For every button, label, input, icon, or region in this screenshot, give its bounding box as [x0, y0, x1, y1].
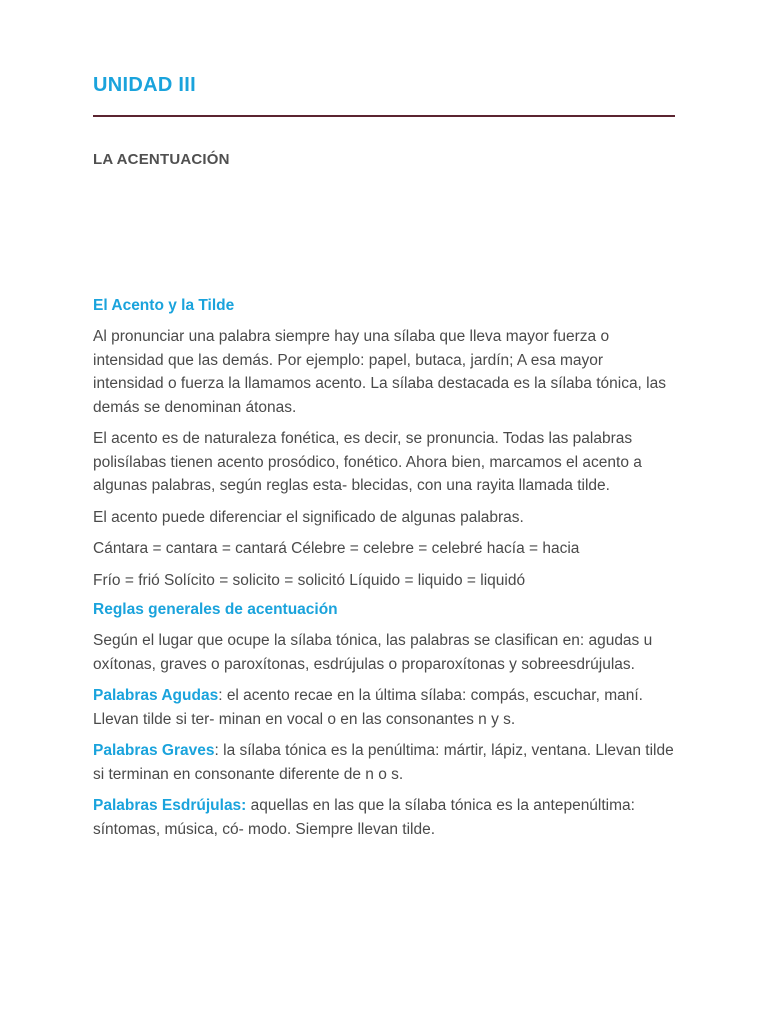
paragraph-acento-naturaleza: El acento es de naturaleza fonética, es decir, se pronuncia. Todas las palabras polisílabas tienen acento prosódico, fonético. Ahora bien, marcamos el acento a algunas palabras, según reglas esta- blecidas, con una rayita llamada tilde.	[93, 430, 642, 494]
text-palabras-esdrujulas: aquellas en las que la sílaba tónica es la antepenúltima: síntomas, música, có- modo. Siempre llevan tilde.	[93, 797, 635, 838]
text-palabras-graves: : la sílaba tónica es la penúltima: mártir, lápiz, ventana. Llevan tilde si terminan en consonante diferente de n o s.	[93, 742, 674, 783]
paragraph-palabras-agudas	[93, 684, 675, 731]
section-title: LA ACENTUACIÓN	[93, 151, 230, 168]
document-body	[93, 296, 675, 849]
paragraph-ejemplos-2: Frío = frió Solícito = solicito = solicitó Líquido = liquido = liquidó	[93, 571, 526, 589]
paragraph-acento-significado: El acento puede diferenciar el significado de algunas palabras.	[93, 508, 524, 526]
term-palabras-graves: Palabras Graves	[93, 742, 215, 759]
paragraph-ejemplos-1: Cántara = cantara = cantará Célebre = celebre = celebré hacía = hacia	[93, 540, 580, 557]
heading-acento-tilde: El Acento y la Tilde	[93, 297, 235, 314]
text-palabras-agudas: : el acento recae en la última sílaba: compás, escuchar, maní. Llevan tilde si ter- minan en vocal o en las consonantes n y s.	[93, 687, 643, 728]
heading-reglas-generales: Reglas generales de acentuación	[93, 601, 338, 618]
title-divider	[93, 115, 675, 117]
paragraph-clasificacion: Según el lugar que ocupe la sílaba tónica, las palabras se clasifican en: agudas u oxítonas, graves o paroxítonas, esdrújulas o proparoxítonas y sobreesdrújulas.	[93, 632, 653, 673]
paragraph-palabras-esdrujulas	[93, 794, 675, 841]
term-palabras-agudas: Palabras Agudas	[93, 687, 219, 704]
paragraph-acento-intro: Al pronunciar una palabra siempre hay una sílaba que lleva mayor fuerza o intensidad que las demás. Por ejemplo: papel, butaca, jardín; A esa mayor intensidad o fuerza la llamamos acento. La sílaba destacada es la sílaba tónica, las demás se denominan átonas.	[93, 328, 666, 416]
unit-title: UNIDAD III	[93, 74, 196, 96]
paragraph-palabras-graves	[93, 739, 675, 786]
term-palabras-esdrujulas: Palabras Esdrújulas:	[93, 797, 247, 814]
